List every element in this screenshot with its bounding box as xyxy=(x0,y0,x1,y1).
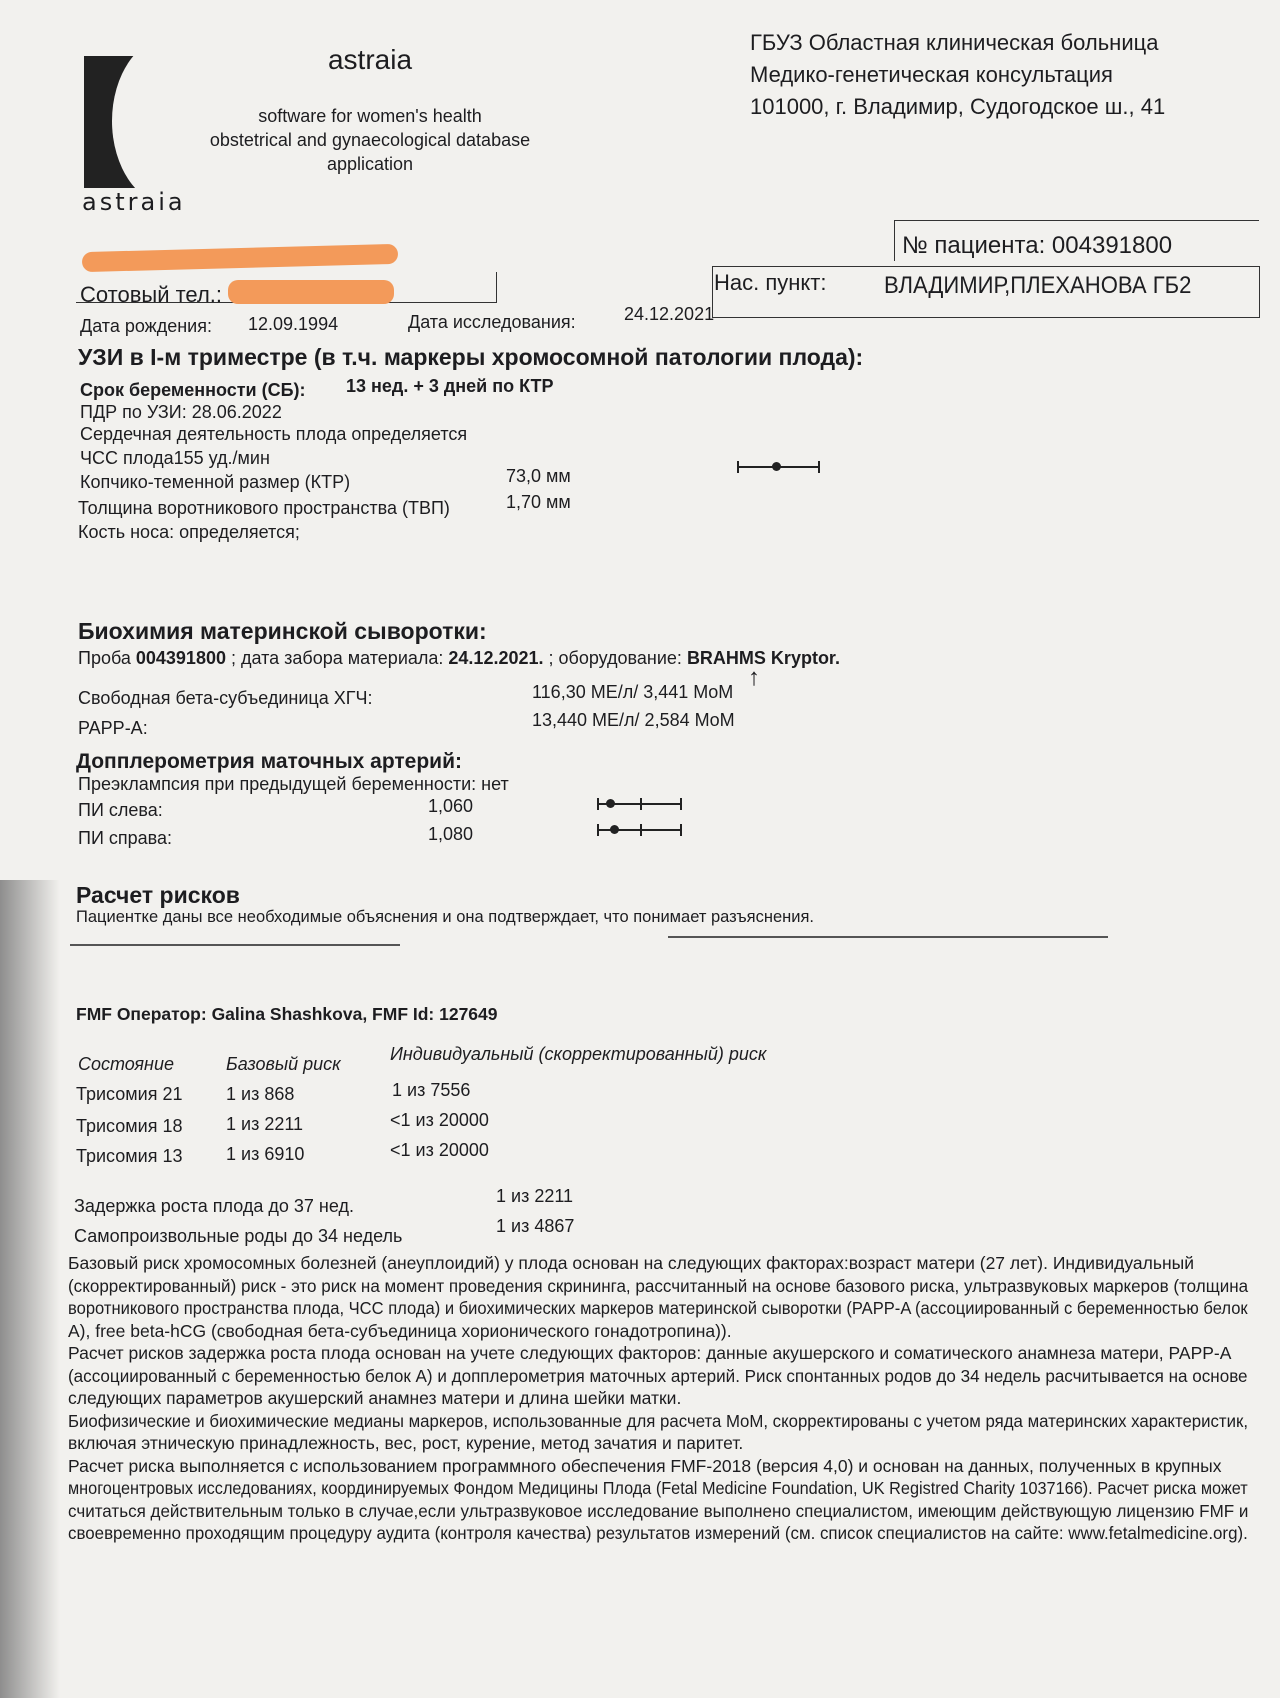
explanation-line: считаться действительным только в случае,если ультразвуковое исследование выполнено специалистом, имеющим действующую лицензию FMF и xyxy=(68,1500,1249,1521)
row-individual: 1 из 7556 xyxy=(392,1080,471,1100)
explanation-line: многоцентровых исследованиях, координируемых Фондом Медицины Плода (Fetal Medicine Foundation, UK Registred Charity 1037166). Расчет риска может xyxy=(68,1478,1248,1498)
birth-label: Дата рождения: xyxy=(80,316,212,336)
preterm-label: Самопроизвольные роды до 34 недель xyxy=(74,1226,403,1246)
row-individual: <1 из 20000 xyxy=(390,1140,489,1160)
fgr-label: Задержка роста плода до 37 нед. xyxy=(74,1196,354,1216)
patient-id xyxy=(902,232,1172,260)
pi-right-label: ПИ справа: xyxy=(78,828,173,848)
hcg-label: Свободная бета-субъединица ХГЧ: xyxy=(78,688,373,708)
explanation-text xyxy=(68,1252,1248,1545)
row-condition: Трисомия 21 xyxy=(76,1084,183,1104)
explanation-line: Расчет рисков задержка роста плода основан на учете следующих факторов: данные акушерского и соматического анамнеза матери, PAPP-A xyxy=(68,1343,1232,1363)
phone-redaction xyxy=(228,280,394,304)
explanation-line: воротникового пространства плода, ЧСС плода) и биохимических маркеров материнской сыворотки (PAPP-A (ассоциированный с беременностью белок xyxy=(68,1298,1248,1318)
brand-name: astraia xyxy=(327,44,413,75)
nasal-bone: Кость носа: определяется; xyxy=(78,522,300,542)
row-individual: <1 из 20000 xyxy=(390,1110,489,1130)
preterm-value: 1 из 4867 xyxy=(496,1216,575,1236)
divider-right xyxy=(668,936,1108,938)
page-shadow xyxy=(0,880,60,1698)
col-condition: Состояние xyxy=(78,1054,174,1074)
crl-label: Копчико-теменной размер (КТР) xyxy=(80,472,351,492)
logo-wordmark: astraia xyxy=(82,188,186,216)
phone-label: Сотовый тел.: xyxy=(80,282,223,307)
term-value: 13 нед. + 3 дней по КТР xyxy=(346,376,554,396)
explanation-line: Базовый риск хромосомных болезней (анеуплоидий) у плода основан на следующих факторах:возраст матери (27 лет). Индивидуальный xyxy=(68,1253,1194,1273)
crl-value: 73,0 мм xyxy=(506,466,571,486)
explanation-line: (скорректированный) риск - это риск на момент проведения скрининга, рассчитанный на основе базового риска, ультразвуковых маркеров (толщина xyxy=(68,1275,1249,1296)
nt-label: Толщина воротникового пространства (ТВП) xyxy=(78,498,450,518)
col-individual-risk: Индивидуальный (скорректированный) риск xyxy=(390,1044,767,1064)
explanation-line: своевременно проходящим процедуру аудита (контроля качества) результатов измерений (см. список специалистов на сайте: www.fetalmedicine.org). xyxy=(68,1523,1248,1543)
row-condition: Трисомия 18 xyxy=(76,1116,183,1136)
term-label: Срок беременности (СБ): xyxy=(80,380,306,400)
org-name: ГБУЗ Областная клиническая больница xyxy=(750,30,1159,55)
org-department: Медико-генетическая консультация xyxy=(750,62,1113,87)
heart-rate: ЧСС плода155 уд./мин xyxy=(80,448,270,468)
edd: ПДР по УЗИ: 28.06.2022 xyxy=(80,402,282,422)
row-condition: Трисомия 13 xyxy=(76,1146,183,1166)
explanation-line: Биофизические и биохимические медианы маркеров, использованные для расчета MoM, скорректированы с учетом ряда материнских характеристик, xyxy=(68,1410,1249,1431)
tagline-2: obstetrical and gynaecological database xyxy=(209,130,531,150)
patient-id-label: № пациента: xyxy=(902,232,1046,259)
astraia-logo xyxy=(84,56,180,188)
fmf-operator: FMF Оператор: Galina Shashkova, FMF Id: 127649 xyxy=(76,1004,498,1024)
preeclampsia: Преэклампсия при предыдущей беременности: нет xyxy=(78,774,509,794)
patient-id-value: 004391800 xyxy=(1051,232,1173,259)
locality-value: ВЛАДИМИР,ПЛЕХАНОВА ГБ2 xyxy=(884,272,1192,299)
birth-date: 12.09.1994 xyxy=(248,314,339,334)
papp-value: 13,440 МЕ/л/ 2,584 MoM xyxy=(532,710,735,730)
divider-left xyxy=(70,944,400,946)
explanation-line: А), free beta-hCG (свободная бета-субъединица хорионического гонадотропина)). xyxy=(68,1320,732,1341)
exam-date: 24.12.2021 xyxy=(624,304,715,324)
pi-left-label: ПИ слева: xyxy=(78,800,163,820)
locality-label: Нас. пункт: xyxy=(714,270,827,295)
pi-right-value: 1,080 xyxy=(428,824,474,844)
risk-note: Пациентке даны все необходимые объяснения и она подтверждает, что понимает разъяснения. xyxy=(76,908,814,926)
row-base: 1 из 6910 xyxy=(226,1144,305,1164)
pi-left-value: 1,060 xyxy=(428,796,474,816)
tagline-1: software for women's health xyxy=(258,106,482,126)
row-base: 1 из 2211 xyxy=(226,1114,304,1134)
ultrasound-title: УЗИ в I-м триместре (в т.ч. маркеры хромосомной патологии плода): xyxy=(78,344,864,370)
hcg-value: 116,30 МЕ/л/ 3,441 MoM xyxy=(532,682,734,702)
nt-value: 1,70 мм xyxy=(506,492,571,512)
row-base: 1 из 868 xyxy=(226,1084,295,1104)
explanation-line: (ассоциированный с беременностью белок А) и допплерометрия маточных артерий. Риск спонтанных родов до 34 недель расчитывается на основе xyxy=(68,1365,1248,1386)
sample-line: Проба 004391800 ; дата забора материала: 24.12.2021. ; оборудование: BRAHMS Kryptor. xyxy=(78,648,840,668)
explanation-line: следующих параметров акушерский анамнез матери и длина шейки матки. xyxy=(68,1388,682,1408)
org-address: 101000, г. Владимир, Судогодское ш., 41 xyxy=(750,94,1166,119)
handwritten-arrow: ↑ xyxy=(748,664,760,691)
doppler-title: Допплерометрия маточных артерий: xyxy=(76,750,462,773)
fgr-value: 1 из 2211 xyxy=(496,1186,574,1206)
col-base-risk: Базовый риск xyxy=(226,1054,341,1074)
heart-activity: Сердечная деятельность плода определяется xyxy=(80,424,468,444)
biochem-title: Биохимия материнской сыворотки: xyxy=(78,618,487,644)
name-redaction xyxy=(82,244,398,272)
risk-title: Расчет рисков xyxy=(76,882,240,908)
explanation-line: включая этническую принадлежность, вес, рост, курение, метод зачатия и паритет. xyxy=(68,1433,744,1453)
papp-label: PAPP-A: xyxy=(78,718,148,738)
tagline-3: application xyxy=(326,154,414,174)
explanation-line: Расчет риска выполняется с использованием программного обеспечения FMF-2018 (версия 4,0) и основан на данных, полученных в крупных xyxy=(68,1455,1222,1476)
exam-label: Дата исследования: xyxy=(408,312,576,332)
